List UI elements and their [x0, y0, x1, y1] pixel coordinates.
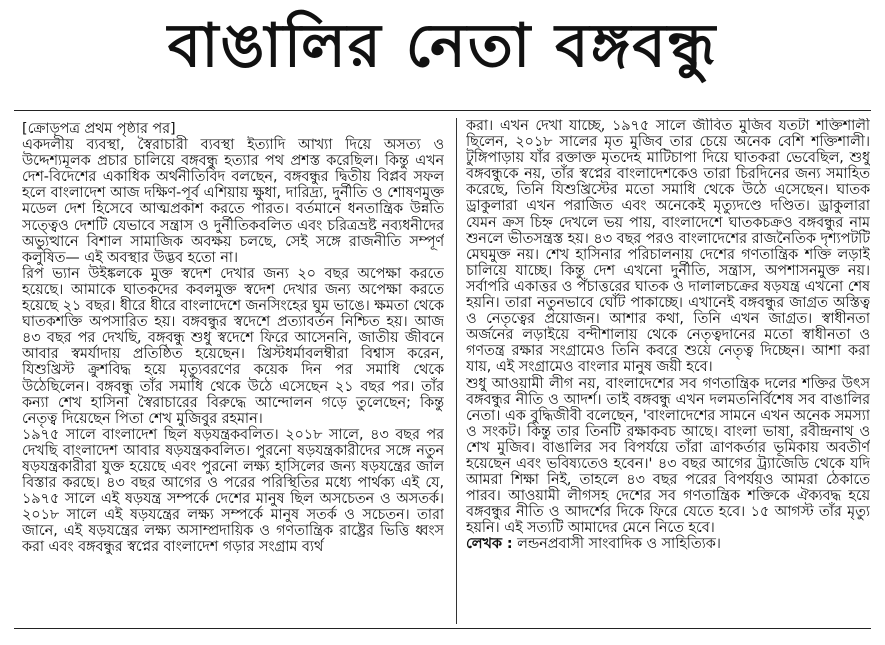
- left-paragraph-1: একদলীয় ব্যবস্থা, স্বৈরাচারী ব্যবস্থা ইত্যাদি আখ্যা দিয়ে অসত্য ও উদ্দেশ্যমূলক প্রচার চালিয়ে বঙ্গবন্ধু হত্যার পথ প্রশস্ত করেছিল। কিন্তু এখন দেশ-বিদেশের একাধিক অর্থনীতিবিদ বলছেন, বঙ্গবন্ধুর দ্বিতীয় বিপ্লব সফল হলে বাংলাদেশ আজ দক্ষিণ-পূর্ব এশিয়ায় ক্ষুধা, দারিদ্র্য, দুর্নীতি ও শোষণমুক্ত মডেল দেশ হিসেবে আত্মপ্রকাশ করতে পারত। বর্তমানে ধনতান্ত্রিক উন্নতি সত্ত্বেও দেশটি যেভাবে সন্ত্রাস ও দুর্নীতিকবলিত এবং চরিত্রভ্রষ্ট নব্যধনীদের অভ্যুত্থানে বিশাল সামাজিক অবক্ষয় চলছে, সেই সঙ্গে রাজনীতি সম্পূর্ণ কলুষিত— এই অবস্থার উদ্ভব হতো না।: [22, 137, 444, 266]
- left-column: [22, 121, 444, 626]
- top-rule: [14, 110, 871, 111]
- right-paragraph-2: শুধু আওয়ামী লীগ নয়, বাংলাদেশের সব গণতান্ত্রিক দলের শক্তির উৎস বঙ্গবন্ধুর নীতি ও আদর্শ। তাই বঙ্গবন্ধু এখন দলমতনির্বিশেষ সব বাঙালির নেতা। এক বুদ্ধিজীবী বলেছেন, 'বাংলাদেশের সামনে এখন অনেক সমস্যা ও সংকট। কিন্তু তার তিনটি রক্ষাকবচ আছে। বাংলা ভাষা, রবীন্দ্রনাথ ও শেখ মুজিব। বাঙালির সব বিপর্যয়ে তাঁরা ত্রাণকর্তার ভূমিকায় অবতীর্ণ হয়েছেন এবং ভবিষ্যতেও হবেন।' ৪৩ বছর আগের ট্র্যাজেডি থেকে যদি আমরা শিক্ষা নিই, তাহলে ৪৩ বছর পরের বিপর্যয়ও আমরা ঠেকাতে পারব। আওয়ামী লীগসহ দেশের সব গণতান্ত্রিক শক্তিকে ঐক্যবদ্ধ হয়ে বঙ্গবন্ধুর নীতি ও আদর্শের দিকে ফিরে যেতে হবে। ১৫ আগস্ট তাঁর মৃত্যু হয়নি। এই সত্যটি আমাদের মেনে নিতে হবে।: [466, 375, 870, 537]
- byline-label: লেখক :: [466, 536, 513, 553]
- left-paragraph-2: রিপ ভ্যান উইঙ্কলকে মুক্ত স্বদেশ দেখার জন্য ২০ বছর অপেক্ষা করতে হয়েছে। আমাকে ঘাতকদের কবলমুক্ত স্বদেশ দেখার জন্য অপেক্ষা করতে হয়েছে ২১ বছর। ধীরে ধীরে বাংলাদেশে জনসিংহের ঘুম ভাঙে। ক্ষমতা থেকে ঘাতকশক্তি অপসারিত হয়। বঙ্গবন্ধুর স্বদেশে প্রত্যাবর্তন নিশ্চিত হয়। আজ ৪৩ বছর পর দেখছি, বঙ্গবন্ধু শুধু স্বদেশে ফিরে আসেননি, জাতীয় জীবনে আবার স্বমর্যাদায় প্রতিষ্ঠিত হয়েছেন। খ্রিস্টধর্মাবলম্বীরা বিশ্বাস করেন, যিশুখ্রিস্ট ক্রুশবিদ্ধ হয়ে মৃত্যুবরণের কয়েক দিন পর সমাধি থেকে উঠেছিলেন। বঙ্গবন্ধু তাঁর সমাধি থেকে উঠে এসেছেন ২১ বছর পর। তাঁর কন্যা শেখ হাসিনা স্বৈরাচারের বিরুদ্ধে আন্দোলন গড়ে তুলেছেন; কিন্তু নেতৃত্ব দিয়েছেন পিতা শেখ মুজিবুর রহমান।: [22, 265, 444, 427]
- right-column: [466, 118, 870, 623]
- left-paragraph-3: ১৯৭৫ সালে বাংলাদেশ ছিল ষড়যন্ত্রকবলিত। ২০১৮ সালে, ৪৩ বছর পর দেখছি বাংলাদেশ আবার ষড়যন্ত্রকবলিত। পুরনো ষড়যন্ত্রকারীদের সঙ্গে নতুন ষড়যন্ত্রকারীরা যুক্ত হয়েছে এবং পুরনো লক্ষ্য হাসিলের জন্য ষড়যন্ত্রের জাল বিস্তার করছে। ৪৩ বছর আগের ও পরের পরিস্থিতির মধ্যে পার্থক্য এই যে, ১৯৭৫ সালে এই ষড়যন্ত্র সম্পর্কে দেশের মানুষ ছিল অসচেতন ও অসতর্ক। ২০১৮ সালে এই ষড়যন্ত্রের লক্ষ্য সম্পর্কে মানুষ সতর্ক ও সচেতন। তারা জানে, এই ষড়যন্ত্রের লক্ষ্য অসাম্প্রদায়িক ও গণতান্ত্রিক রাষ্ট্রের ভিত্তি ধ্বংস করা এবং বঙ্গবন্ধুর স্বপ্নের বাংলাদেশ গড়ার সংগ্রাম ব্যর্থ: [22, 426, 444, 556]
- headline: বাঙালির নেতা বঙ্গবন্ধু: [167, 11, 718, 81]
- column-divider: [456, 118, 457, 624]
- right-paragraph-1: করা। এখন দেখা যাচ্ছে, ১৯৭৫ সালে জীবিত মুজিব যতটা শক্তিশালী ছিলেন, ২০১৮ সালের মৃত মুজিব তার চেয়ে অনেক বেশি শক্তিশালী। টুঙ্গিপাড়ায় যাঁর রক্তাক্ত মৃতদেহ মাটিচাপা দিয়ে ঘাতকরা ভেবেছিল, শুধু বঙ্গবন্ধুকে নয়, তাঁর স্বপ্নের বাংলাদেশকেও তারা চিরদিনের জন্য সমাহিত করেছে, তিনি যিশুখ্রিস্টের মতো সমাধি থেকে উঠে এসেছেন। ঘাতক ড্রাকুলারা এখন পরাজিত এবং অনেকেই মৃত্যুদণ্ডে দণ্ডিত। ড্রাকুলারা যেমন ক্রস চিহ্ন দেখলে ভয় পায়, বাংলাদেশে ঘাতকচক্রও বঙ্গবন্ধুর নাম শুনলে ভীতসন্ত্রস্ত হয়। ৪৩ বছর পরও বাংলাদেশের রাজনৈতিক দৃশ্যপটটি মেঘমুক্ত নয়। শেখ হাসিনার পরিচালনায় দেশের গণতান্ত্রিক শক্তি লড়াই চালিয়ে যাচ্ছে। কিন্তু দেশ এখনো দুর্নীতি, সন্ত্রাস, অপশাসনমুক্ত নয়। সর্বাপরি একাত্তর ও পঁচাত্তরের ঘাতক ও দালালচক্রের ষড়যন্ত্র এখনো শেষ হয়নি। তারা নতুনভাবে ঘোঁট পাকাচ্ছে। এখানেই বঙ্গবন্ধুর জাগ্রত অস্তিত্ব ও নেতৃত্বের প্রয়োজন। আশার কথা, তিনি এখন জাগ্রত। স্বাধীনতা অর্জনের লড়াইয়ে বন্দীশালায় থেকে নেতৃত্বদানের মতো স্বাধীনতা ও গণতন্ত্র রক্ষার সংগ্রামেও তিনি কবরে শুয়ে নেতৃত্ব দিচ্ছেন। আশা করা যায়, এই সংগ্রামেও বাংলার মানুষ জয়ী হবে।: [466, 118, 870, 376]
- byline-text: লন্ডনপ্রবাসী সাংবাদিক ও সাহিত্যিক।: [512, 536, 721, 553]
- bottom-rule: [14, 628, 871, 629]
- continuation-note: [ক্রোড়পত্র প্রথম পৃষ্ঠার পর]: [22, 121, 176, 137]
- byline: [466, 536, 870, 552]
